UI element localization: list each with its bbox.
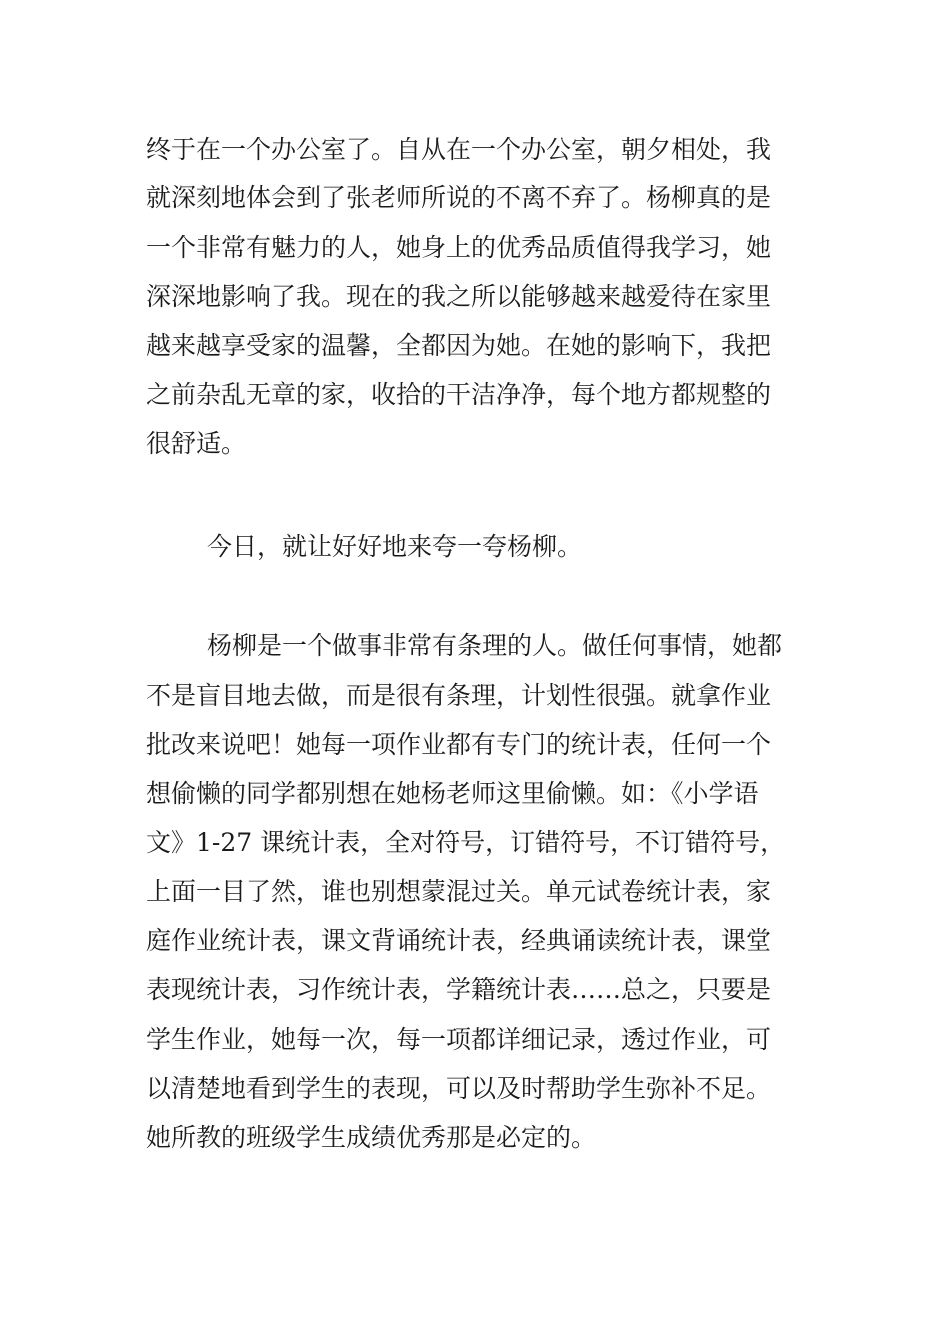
paragraph-3-line-1: 杨柳是一个做事非常有条理的人。做任何事情，她都 bbox=[207, 631, 783, 660]
paragraph-1-line-5: 越来越享受家的温馨，全都因为她。在她的影响下，我把 bbox=[146, 331, 772, 360]
paragraph-3-line-5: 文》1-27 课统计表，全对符号，订错符号，不订错符号， bbox=[146, 828, 786, 857]
paragraph-3-line-4: 想偷懒的同学都别想在她杨老师这里偷懒。如：《小学语 bbox=[146, 779, 759, 808]
paragraph-2-line-1: 今日，就让好好地来夸一夸杨柳。 bbox=[207, 532, 583, 561]
paragraph-3-line-7: 庭作业统计表，课文背诵统计表，经典诵读统计表，课堂 bbox=[146, 926, 772, 955]
paragraph-1-line-7: 很舒适。 bbox=[146, 429, 247, 458]
paragraph-1-line-1: 终于在一个办公室了。自从在一个办公室，朝夕相处，我 bbox=[146, 135, 772, 164]
paragraph-3-line-2: 不是盲目地去做，而是很有条理，计划性很强。就拿作业 bbox=[146, 681, 772, 710]
paragraph-1-line-6: 之前杂乱无章的家，收拾的干洁净净，每个地方都规整的 bbox=[146, 380, 772, 409]
paragraph-3-line-6: 上面一目了然，谁也别想蒙混过关。单元试卷统计表，家 bbox=[146, 877, 772, 906]
paragraph-3-line-3: 批改来说吧！她每一项作业都有专门的统计表，任何一个 bbox=[146, 730, 772, 759]
paragraph-3-line-11: 她所教的班级学生成绩优秀那是必定的。 bbox=[146, 1123, 597, 1152]
paragraph-1-line-3: 一个非常有魅力的人，她身上的优秀品质值得我学习，她 bbox=[146, 233, 772, 262]
paragraph-1-line-4: 深深地影响了我。现在的我之所以能够越来越爱待在家里 bbox=[146, 282, 772, 311]
paragraph-3-line-10: 以清楚地看到学生的表现，可以及时帮助学生弥补不足。 bbox=[146, 1074, 772, 1103]
paragraph-1-line-2: 就深刻地体会到了张老师所说的不离不弃了。杨柳真的是 bbox=[146, 183, 772, 212]
paragraph-3-line-8: 表现统计表，习作统计表，学籍统计表……总之，只要是 bbox=[146, 975, 772, 1004]
paragraph-3-line-9: 学生作业，她每一次，每一项都详细记录，透过作业，可 bbox=[146, 1025, 772, 1054]
